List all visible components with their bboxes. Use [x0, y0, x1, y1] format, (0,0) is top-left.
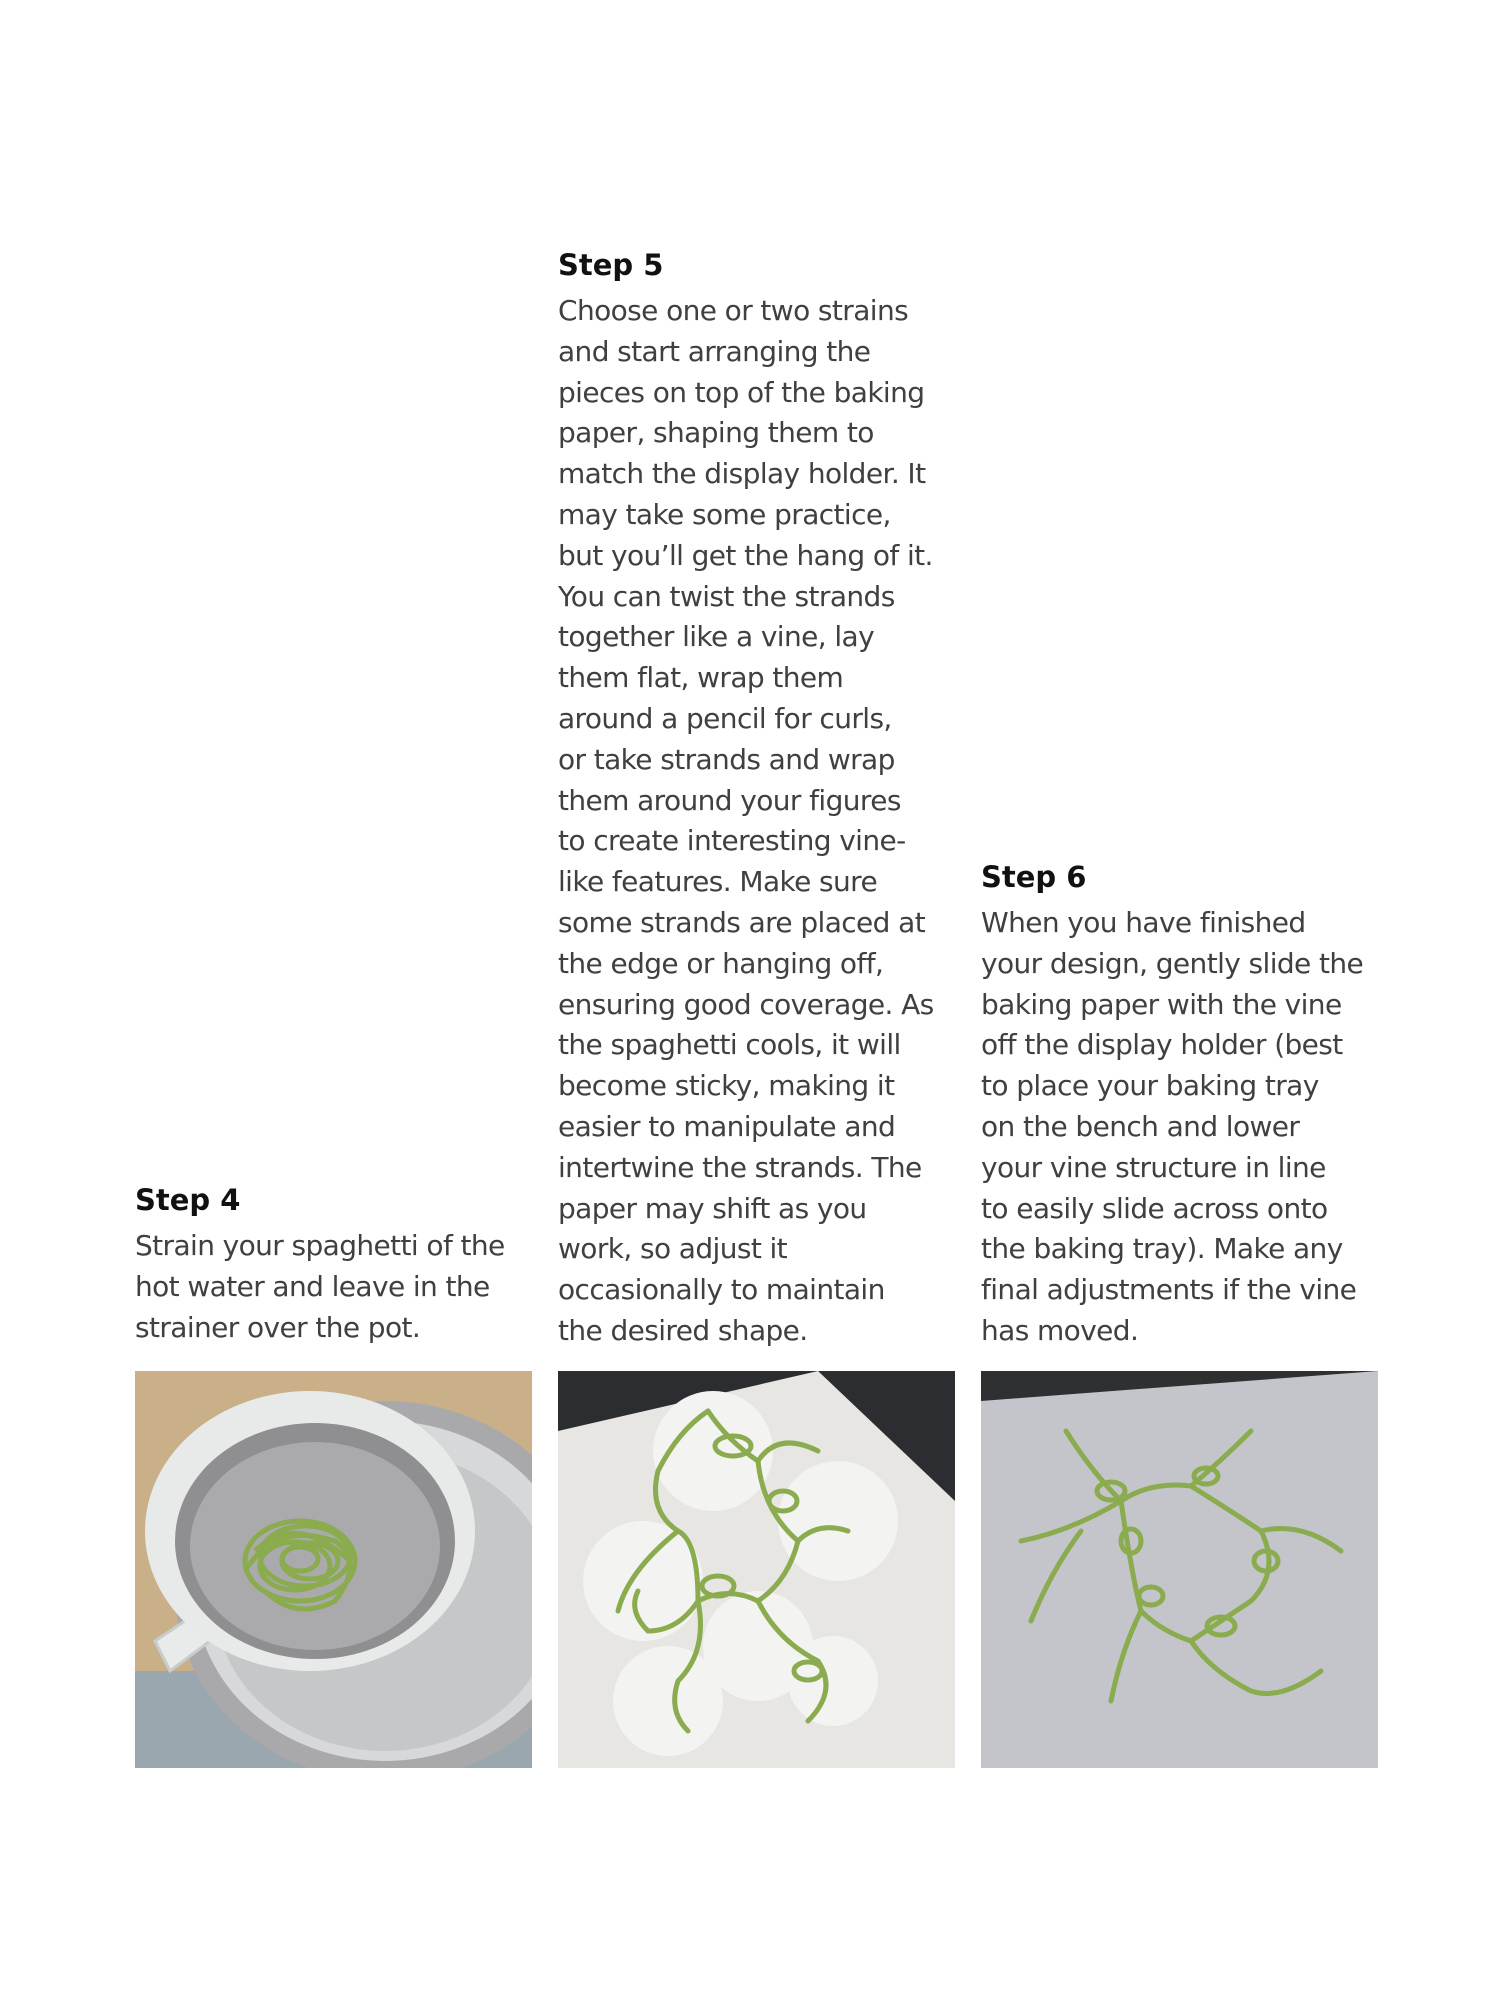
- strainer-photo-icon: [135, 1371, 532, 1768]
- step-6-title: Step 6: [981, 860, 1087, 894]
- step-6-photo: [981, 1371, 1378, 1768]
- vine-on-tray-photo-icon: [981, 1371, 1378, 1768]
- step-6-text: [981, 857, 1381, 1352]
- step-5-text: [558, 245, 958, 1352]
- step-4-body: Strain your spaghetti of the hot water and leave in the strainer over the pot.: [135, 1229, 505, 1344]
- step-5-body: Choose one or two strains and start arranging the pieces on top of the baking paper, shaping them to match the display holder. It may take some practice, but you’ll get the hang of it. You can twist the strands together like a vine, lay them flat, wrap them around a pencil for curls, or take strands and wrap them around your figures to create interesting vine- like features. Make sure some strands are placed at the edge or hanging off, ensuring good coverage. As the spaghetti cools, it will become sticky, making it easier to manipulate and intertwine the strands. The paper may shift as you work, so adjust it occasionally to maintain the desired shape.: [558, 294, 934, 1347]
- step-5-title: Step 5: [558, 248, 664, 282]
- step-5-photo: [558, 1371, 955, 1768]
- step-4-title: Step 4: [135, 1183, 241, 1217]
- step-4-text: [135, 1180, 535, 1348]
- step-4-photo: [135, 1371, 532, 1768]
- step-6-body: When you have finished your design, gently slide the baking paper with the vine off the display holder (best to place your baking tray on the bench and lower your vine structure in line to easily slide across onto the baking tray). Make any final adjustments if the vine has moved.: [981, 906, 1364, 1347]
- vine-on-paper-photo-icon: [558, 1371, 955, 1768]
